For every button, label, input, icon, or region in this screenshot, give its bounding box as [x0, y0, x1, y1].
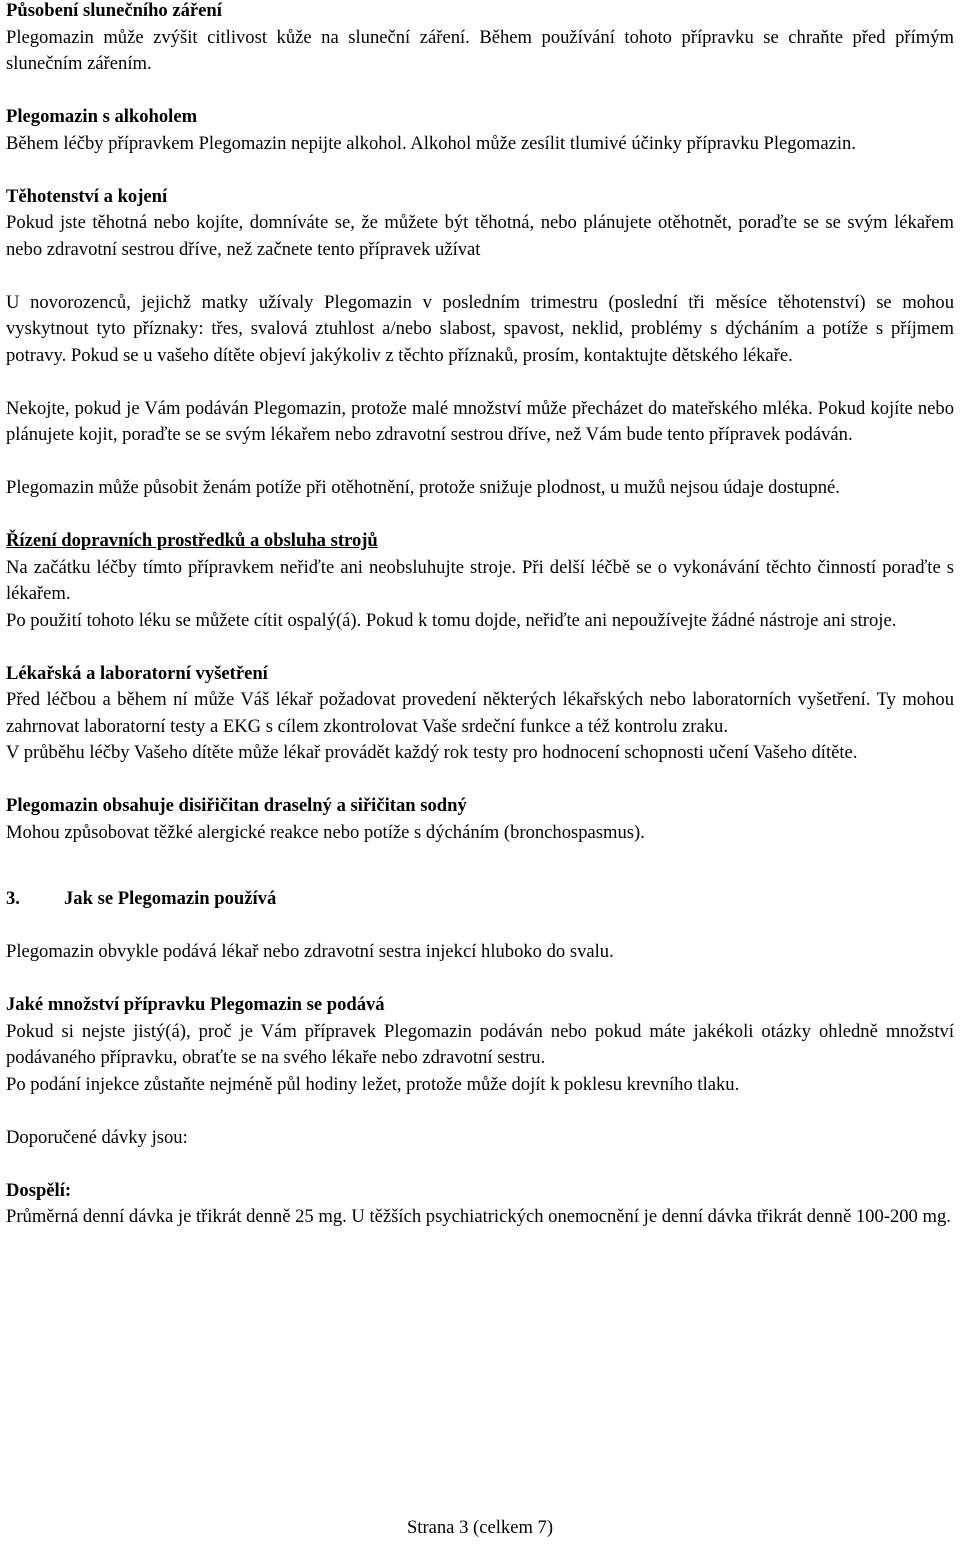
amount-paragraph-2: Po podání injekce zůstaňte nejméně půl hodiny ležet, protože může dojít k poklesu krevního tlaku.: [6, 1073, 740, 1095]
section-heading-pregnancy: Těhotenství a kojení: [6, 185, 168, 207]
tests-paragraph-2: V průběhu léčby Vašeho dítěte může lékař provádět každý rok testy pro hodnocení schopnosti učení Vašeho dítěte.: [6, 742, 858, 763]
pregnancy-paragraph-4: Plegomazin může působit ženám potíže při otěhotnění, protože snižuje plodnost, u mužů nejsou údaje dostupné.: [6, 477, 840, 498]
section-heading-driving: Řízení dopravních prostředků a obsluha strojů: [6, 530, 378, 551]
section-heading-adults: Dospělí:: [6, 1179, 72, 1201]
document-body: [6, 0, 954, 1231]
pregnancy-paragraph-1: Pokud jste těhotná nebo kojíte, domníváte se, že můžete být těhotná, nebo plánujete otěhotnět, poraďte se se svým lékařem nebo zdravotní sestrou dříve, než začnete tento přípravek užívat: [6, 212, 954, 260]
excipients-text: Mohou způsobovat těžké alergické reakce nebo potíže s dýcháním (bronchospasmus).: [6, 821, 645, 843]
section-heading-usage: [6, 886, 954, 913]
alcohol-text: Během léčby přípravkem Plegomazin nepijte alkohol. Alkohol může zesílit tlumivé účinky přípravku Plegomazin.: [6, 132, 856, 154]
section-number: 3.: [6, 888, 20, 909]
driving-paragraph-2: Po použití tohoto léku se můžete cítit ospalý(á). Pokud k tomu dojde, neřiďte ani nepoužívejte žádné nástroje ani stroje.: [6, 609, 897, 631]
section-heading-sun: Působení slunečního záření: [6, 0, 222, 21]
doses-intro: Doporučené dávky jsou:: [6, 1126, 188, 1148]
usage-text: Plegomazin obvykle podává lékař nebo zdravotní sestra injekcí hluboko do svalu.: [6, 941, 614, 962]
driving-paragraph-1: Na začátku léčby tímto přípravkem neřiďte ani neobsluhujte stroje. Při delší léčbě se o vykonávání těchto činností poraďte s lékařem.: [6, 556, 954, 604]
section-heading-excipients: Plegomazin obsahuje disiřičitan draselný a siřičitan sodný: [6, 795, 467, 816]
section-title: Jak se Plegomazin používá: [64, 888, 277, 909]
pregnancy-paragraph-2: U novorozenců, jejichž matky užívaly Plegomazin v posledním trimestru (poslední tři měsíce těhotenství) se mohou vyskytnout tyto příznaky: třes, svalová ztuhlost a/nebo slabost, spavost, neklid, problémy s dýcháním a potíže s příjmem potravy. Pokud se u vašeho dítěte objeví jakýkoliv z těchto příznaků, prosím, kontaktujte dětského lékaře.: [6, 291, 954, 366]
section-heading-tests: Lékařská a laboratorní vyšetření: [6, 662, 268, 684]
sun-text: Plegomazin může zvýšit citlivost kůže na sluneční záření. Během používání tohoto přípravku se chraňte před přímým slunečním zářením.: [6, 26, 954, 74]
tests-paragraph-1: Před léčbou a během ní může Váš lékař požadovat provedení některých lékařských nebo laboratorních vyšetření. Ty mohou zahrnovat laboratorní testy a EKG s cílem zkontrolovat Vaše srdeční funkce a též kontrolu zraku.: [6, 689, 954, 737]
section-heading-amount: Jaké množství přípravku Plegomazin se podává: [6, 994, 385, 1015]
amount-paragraph-1: Pokud si nejste jistý(á), proč je Vám přípravek Plegomazin podáván nebo pokud máte jakékoli otázky ohledně množství podávaného přípravku, obraťte se na svého lékaře nebo zdravotní sestru.: [6, 1020, 954, 1068]
adults-text: Průměrná denní dávka je třikrát denně 25 mg. U těžších psychiatrických onemocnění je denní dávka třikrát denně 100-200 mg.: [6, 1206, 951, 1227]
pregnancy-paragraph-3: Nekojte, pokud je Vám podáván Plegomazin, protože malé množství může přecházet do mateřského mléka. Pokud kojíte nebo plánujete kojit, poraďte se se svým lékařem nebo zdravotní sestrou dříve, než Vám bude tento přípravek podáván.: [6, 397, 954, 445]
page-footer: Strana 3 (celkem 7): [406, 1517, 554, 1538]
section-heading-alcohol: Plegomazin s alkoholem: [6, 106, 198, 127]
